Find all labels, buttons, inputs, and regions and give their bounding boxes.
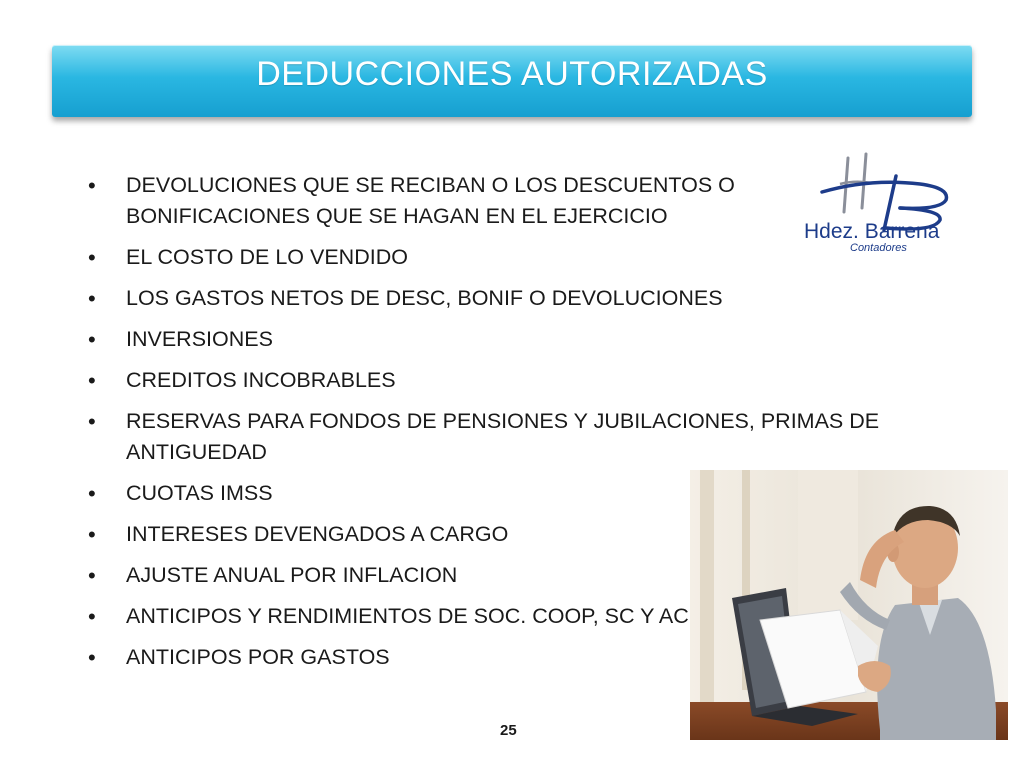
list-item-text: INVERSIONES xyxy=(126,327,273,351)
list-item-text: ANTICIPOS POR GASTOS xyxy=(126,645,390,669)
bullet-icon: • xyxy=(88,368,96,393)
list-item-text: LOS GASTOS NETOS DE DESC, BONIF O DEVOLUCIONES xyxy=(126,286,723,310)
bullet-icon: • xyxy=(88,481,96,506)
list-item xyxy=(88,283,948,314)
list-item-text: INTERESES DEVENGADOS A CARGO xyxy=(126,522,509,546)
list-item-text: ANTICIPOS Y RENDIMIENTOS DE SOC. COOP, SC Y AC xyxy=(126,604,689,628)
bullet-icon: • xyxy=(88,522,96,547)
bullet-icon: • xyxy=(88,645,96,670)
bullet-icon: • xyxy=(88,245,96,270)
photo-illustration xyxy=(690,470,1008,740)
logo-subtitle: Contadores xyxy=(850,242,907,254)
list-item xyxy=(88,170,816,232)
bullet-icon: • xyxy=(88,409,96,434)
bullet-icon: • xyxy=(88,286,96,311)
title-banner xyxy=(52,45,972,117)
company-logo xyxy=(800,150,980,255)
slide-title: DEDUCCIONES AUTORIZADAS xyxy=(256,54,768,93)
list-item-text: RESERVAS PARA FONDOS DE PENSIONES Y JUBILACIONES, PRIMAS DE ANTIGUEDAD xyxy=(126,409,880,464)
list-item-text: AJUSTE ANUAL POR INFLACION xyxy=(126,563,458,587)
list-item-text: CUOTAS IMSS xyxy=(126,481,273,505)
bullet-icon: • xyxy=(88,604,96,629)
logo-mark-icon xyxy=(800,150,980,255)
bullet-icon: • xyxy=(88,563,96,588)
list-item-text: EL COSTO DE LO VENDIDO xyxy=(126,245,408,269)
list-item-text: CREDITOS INCOBRABLES xyxy=(126,368,396,392)
list-item xyxy=(88,324,948,355)
man-with-laptop-photo xyxy=(690,470,1008,740)
bullet-icon: • xyxy=(88,327,96,352)
list-item xyxy=(88,406,948,468)
list-item xyxy=(88,365,948,396)
page-number: 25 xyxy=(500,722,517,739)
list-item-text: DEVOLUCIONES QUE SE RECIBAN O LOS DESCUENTOS O BONIFICACIONES QUE SE HAGAN EN EL EJERCICIO xyxy=(126,173,735,228)
logo-name: Hdez. Barrena xyxy=(804,220,940,243)
bullet-icon: • xyxy=(88,173,96,198)
